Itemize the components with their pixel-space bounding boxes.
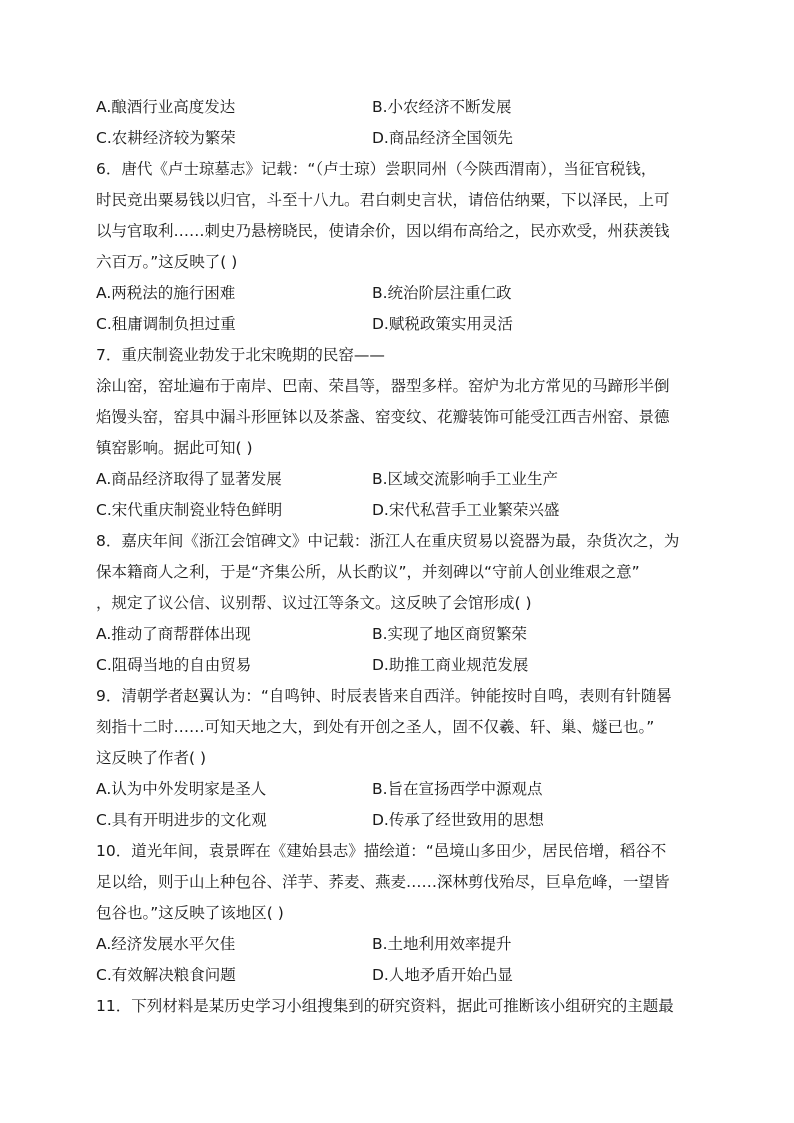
- q9-stem-line: 9．清朝学者赵翼认为：“自鸣钟、时辰表皆来自西洋。钟能按时自鸣，表则有针随晷: [96, 687, 672, 705]
- q6-stem-line: 6．唐代《卢士琼墓志》记载：“（卢士琼）尝职同州（今陕西渭南），当征官税钱，: [96, 160, 657, 178]
- q7-option-c[interactable]: C.宋代重庆制瓷业特色鲜明: [96, 501, 283, 519]
- question-9: [96, 681, 698, 836]
- q9-option-b[interactable]: B.旨在宣扬西学中源观点: [372, 780, 543, 798]
- q9-option-d[interactable]: D.传承了经世致用的思想: [372, 811, 544, 829]
- q10-option-a[interactable]: A.经济发展水平欠佳: [96, 935, 236, 953]
- question-6: [96, 154, 698, 340]
- q5-options-row-1: [96, 92, 698, 123]
- q7-option-b[interactable]: B.区域交流影响手工业生产: [372, 470, 559, 488]
- q6-options-row-1: [96, 278, 698, 309]
- q9-option-a[interactable]: A.认为中外发明家是圣人: [96, 780, 267, 798]
- q10-options-row-1: [96, 929, 698, 960]
- q5-options-row-2: [96, 123, 698, 154]
- question-content: [96, 92, 698, 1022]
- q10-stem-line: 10．道光年间，袁景晖在《建始县志》描绘道：“邑境山多田少，居民倍增，稻谷不: [96, 842, 667, 860]
- q7-stem-line: 涂山窑，窑址遍布于南岸、巴南、荣昌等，器型多样。窑炉为北方常见的马蹄形半倒: [96, 377, 670, 395]
- q6-stem-line: 以与官取利……刺史乃悬榜晓民，使请余价，因以绢布高给之，民亦欢受，州获羡钱: [96, 222, 670, 240]
- q9-stem-line: 刻指十二时……可知天地之大，到处有开创之圣人，固不仅羲、轩、巢、燧已也。”: [96, 718, 655, 736]
- q7-option-a[interactable]: A.商品经济取得了显著发展: [96, 470, 282, 488]
- q10-option-b[interactable]: B.土地利用效率提升: [372, 935, 512, 953]
- q6-options-row-2: [96, 309, 698, 340]
- q11-stem-line: 11．下列材料是某历史学习小组搜集到的研究资料，据此可推断该小组研究的主题最: [96, 997, 674, 1015]
- q6-option-c[interactable]: C.租庸调制负担过重: [96, 315, 236, 333]
- q6-option-a[interactable]: A.两税法的施行困难: [96, 284, 236, 302]
- question-10: [96, 836, 698, 991]
- q8-option-c[interactable]: C.阻碍当地的自由贸易: [96, 656, 252, 674]
- question-7: [96, 340, 698, 526]
- question-11: [96, 991, 698, 1022]
- q7-stem-line: 镇窑影响。据此可知( ): [96, 439, 253, 457]
- q10-option-c[interactable]: C.有效解决粮食问题: [96, 966, 236, 984]
- q7-options-row-2: [96, 495, 698, 526]
- q6-stem-line: 时民竞出粟易钱以归官，斗至十八九。君白刺史言状，请倍估纳粟，下以泽民，上可: [96, 191, 670, 209]
- q7-options-row-1: [96, 464, 698, 495]
- q8-options-row-1: [96, 619, 698, 650]
- q10-stem-line: 包谷也。”这反映了该地区( ): [96, 904, 284, 922]
- q8-stem-line: ，规定了议公信、议别帮、议过江等条文。这反映了会馆形成( ): [96, 594, 532, 612]
- q9-option-c[interactable]: C.具有开明进步的文化观: [96, 811, 267, 829]
- q8-option-d[interactable]: D.助推工商业规范发展: [372, 656, 529, 674]
- q10-options-row-2: [96, 960, 698, 991]
- q7-option-d[interactable]: D.宋代私营手工业繁荣兴盛: [372, 501, 560, 519]
- q6-option-d[interactable]: D.赋税政策实用灵活: [372, 315, 513, 333]
- q5-option-d[interactable]: D.商品经济全国领先: [372, 129, 513, 147]
- q9-options-row-1: [96, 774, 698, 805]
- q6-option-b[interactable]: B.统治阶层注重仁政: [372, 284, 512, 302]
- q6-stem-line: 六百万。”这反映了( ): [96, 253, 238, 271]
- q8-options-row-2: [96, 650, 698, 681]
- q5-option-b[interactable]: B.小农经济不断发展: [372, 98, 512, 116]
- q8-option-b[interactable]: B.实现了地区商贸繁荣: [372, 625, 528, 643]
- q7-stem-line: 焰馒头窑，窑具中漏斗形匣钵以及茶盏、窑变纹、花瓣装饰可能受江西吉州窑、景德: [96, 408, 670, 426]
- q8-stem-line: 保本籍商人之利，于是“齐集公所，从长酌议”，并刻碑以“守前人创业维艰之意”: [96, 563, 640, 581]
- q10-option-d[interactable]: D.人地矛盾开始凸显: [372, 966, 513, 984]
- q10-stem-line: 足以给，则于山上种包谷、洋芋、荞麦、燕麦……深林剪伐殆尽，巨阜危峰，一望皆: [96, 873, 670, 891]
- q9-stem-line: 这反映了作者( ): [96, 749, 207, 767]
- q5-option-c[interactable]: C.农耕经济较为繁荣: [96, 129, 236, 147]
- q5-option-a[interactable]: A.酿酒行业高度发达: [96, 98, 236, 116]
- q7-stem-line: 7．重庆制瓷业勃发于北宋晚期的民窑——: [96, 346, 385, 364]
- q8-option-a[interactable]: A.推动了商帮群体出现: [96, 625, 251, 643]
- question-8: [96, 526, 698, 681]
- q9-options-row-2: [96, 805, 698, 836]
- q8-stem-line: 8．嘉庆年间《浙江会馆碑文》中记载：浙江人在重庆贸易以瓷器为最，杂货次之，为: [96, 532, 680, 550]
